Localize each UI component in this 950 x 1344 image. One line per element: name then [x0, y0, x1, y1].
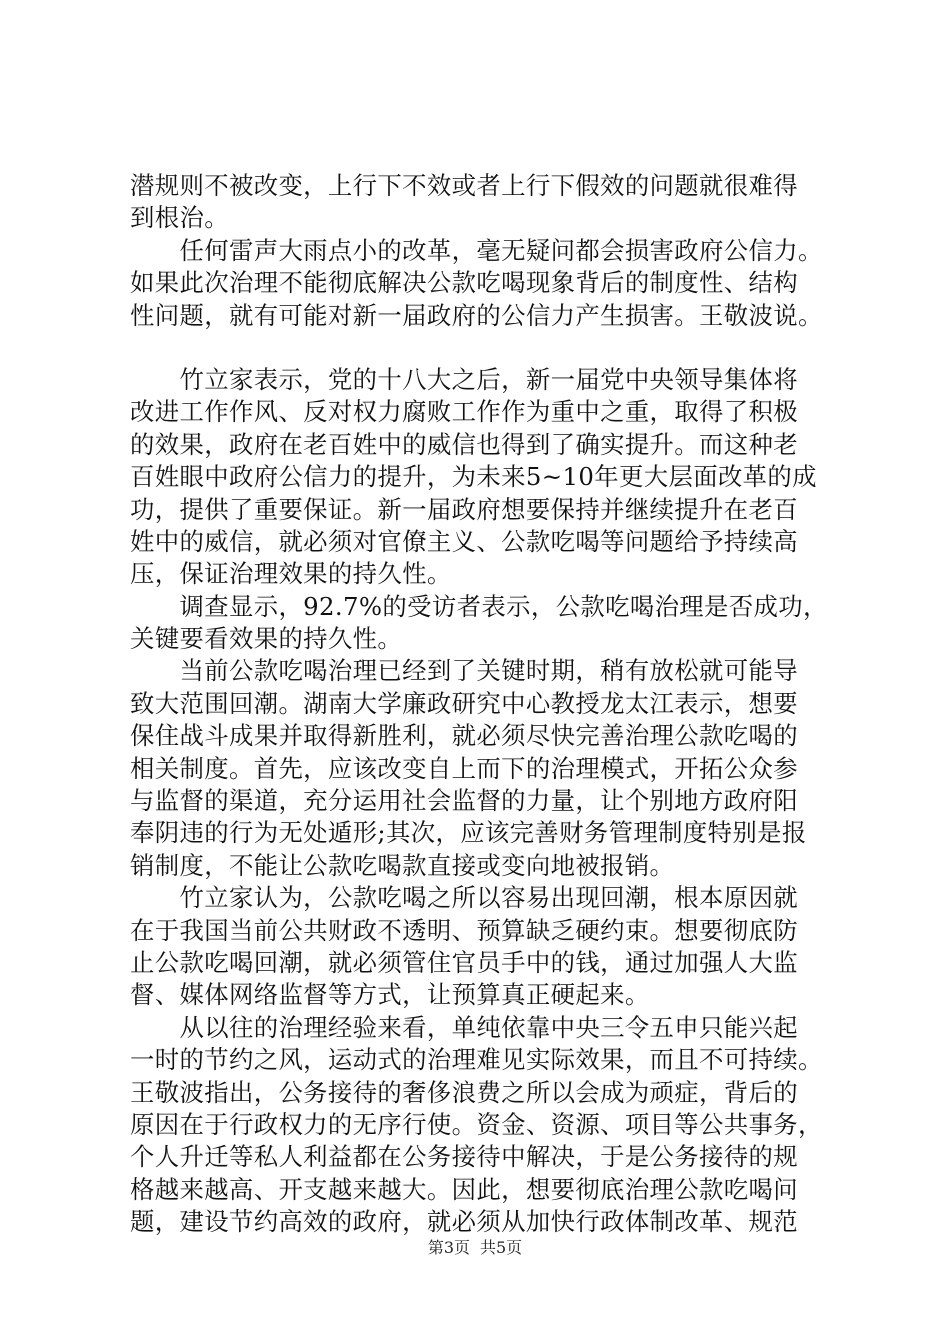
text-line: 调查显示，92.7%的受访者表示，公款吃喝治理是否成功， [130, 591, 828, 621]
text-line: 一时的节约之风，运动式的治理难见实际效果，而且不可持续。 [130, 1045, 823, 1075]
text-line: 关键要看效果的持久性。 [130, 624, 403, 654]
text-line: 如果此次治理不能彻底解决公款吃喝现象背后的制度性、结构 [130, 268, 798, 298]
text-line: 保住战斗成果并取得新胜利，就必须尽快完善治理公款吃喝的 [130, 721, 798, 751]
paragraph-gap [130, 332, 850, 364]
text-line: 当前公款吃喝治理已经到了关键时期，稍有放松就可能导 [130, 656, 798, 686]
text-line: 改进工作作风、反对权力腐败工作作为重中之重，取得了积极 [130, 397, 798, 427]
paragraph [130, 1012, 850, 1239]
text-line: 竹立家认为，公款吃喝之所以容易出现回潮，根本原因就 [130, 883, 798, 913]
text-line: 压，保证治理效果的持久性。 [130, 559, 452, 589]
text-line: 奉阴违的行为无处遁形;其次，应该完善财务管理制度特别是报 [130, 818, 807, 848]
text-line: 百姓眼中政府公信力的提升，为未来5~10年更大层面改革的成 [130, 462, 817, 492]
text-line: 性问题，就有可能对新一届政府的公信力产生损害。王敬波说。 [130, 300, 823, 330]
text-line: 致大范围回潮。湖南大学廉政研究中心教授龙太江表示，想要 [130, 688, 798, 718]
text-line: 相关制度。首先，应该改变自上而下的治理模式，开拓公众参 [130, 753, 798, 783]
document-body [130, 170, 850, 1239]
text-line: 督、媒体网络监督等方式，让预算真正硬起来。 [130, 980, 650, 1010]
text-line: 与监督的渠道，充分运用社会监督的力量，让个别地方政府阳 [130, 786, 798, 816]
text-line: 题，建设节约高效的政府，就必须从加快行政体制改革、规范 [130, 1207, 798, 1237]
page-footer [0, 1238, 950, 1258]
paragraph [130, 655, 850, 882]
paragraph [130, 591, 850, 656]
text-line: 个人升迁等私人利益都在公务接待中解决，于是公务接待的规 [130, 1142, 798, 1172]
text-line: 止公款吃喝回潮，就必须管住官员手中的钱，通过加强人大监 [130, 947, 798, 977]
text-line: 格越来越高、开支越来越大。因此，想要彻底治理公款吃喝问 [130, 1174, 798, 1204]
text-line: 任何雷声大雨点小的改革，毫无疑问都会损害政府公信力。 [130, 235, 823, 265]
text-line: 原因在于行政权力的无序行使。资金、资源、项目等公共事务， [130, 1109, 823, 1139]
text-line: 功，提供了重要保证。新一届政府想要保持并继续提升在老百 [130, 494, 798, 524]
text-line: 王敬波指出，公务接待的奢侈浪费之所以会成为顽症，背后的 [130, 1077, 798, 1107]
paragraph [130, 170, 850, 235]
text-line: 从以往的治理经验来看，单纯依靠中央三令五申只能兴起 [130, 1012, 798, 1042]
text-line: 到根治。 [130, 203, 229, 233]
paragraph [130, 882, 850, 1012]
page-number: 第3页 [427, 1238, 470, 1257]
text-line: 在于我国当前公共财政不透明、预算缺乏硬约束。想要彻底防 [130, 915, 798, 945]
text-line: 姓中的威信，就必须对官僚主义、公款吃喝等问题给予持续高 [130, 526, 798, 556]
text-line: 潜规则不被改变，上行下不效或者上行下假效的问题就很难得 [130, 171, 798, 200]
text-line: 销制度，不能让公款吃喝款直接或变向地被报销。 [130, 850, 675, 880]
text-line: 的效果，政府在老百姓中的威信也得到了确实提升。而这种老 [130, 429, 798, 459]
paragraph [130, 364, 850, 591]
page-total: 共5页 [480, 1238, 523, 1257]
text-line: 竹立家表示，党的十八大之后，新一届党中央领导集体将 [130, 364, 798, 394]
paragraph [130, 235, 850, 332]
